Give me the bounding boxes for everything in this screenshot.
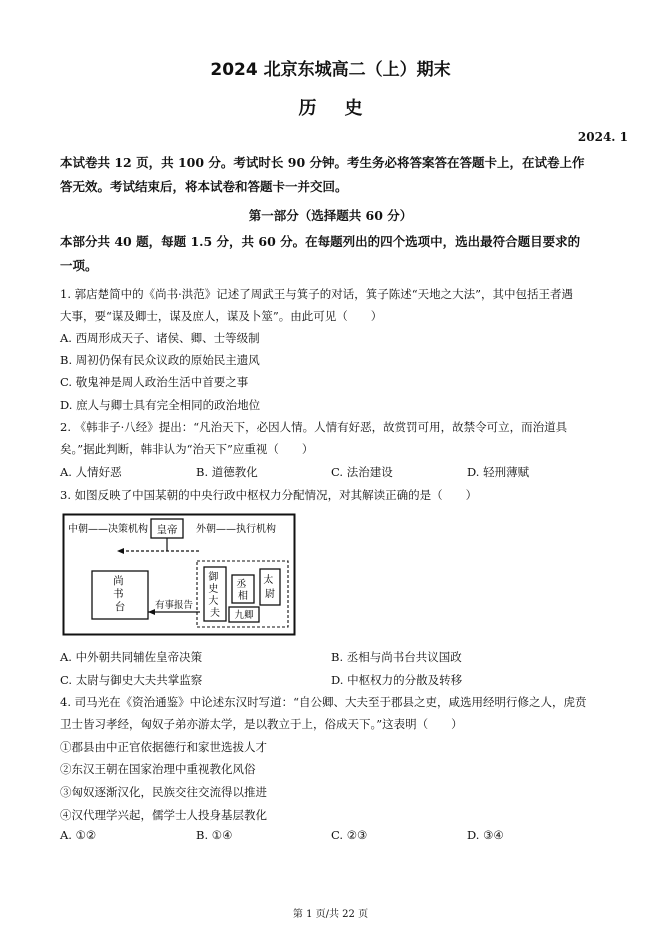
q3-option-c: C. 太尉与御史大夫共掌监察 [60,673,203,687]
yushi-char-4: 夫 [210,608,220,619]
power-structure-diagram [62,513,296,636]
q2-stem-line-1: 2. 《韩非子·八经》提出：“凡治天下，必因人情。人情有好恶，故赏罚可用，故禁令可立，而治道具 [60,420,568,434]
section-desc-line-1: 本部分共 40 题，每题 1.5 分，共 60 分。在每题列出的四个选项中，选出最符合题目要求的 [60,234,581,249]
q4-option-a: A. ①② [60,828,97,842]
taiwei-label [263,573,276,600]
page-footer: 第 1 页/共 22 页 [292,909,369,920]
shangshu-label [113,574,127,613]
chengxiang-label [236,578,249,602]
shangshu-char-1: 尚 [113,575,124,587]
instructions-line-2: 答无效。考试结束后，将本试卷和答题卡一并交回。 [60,179,348,194]
yushi-char-1: 御 [208,572,219,583]
chengxiang-char-1: 丞 [236,579,247,590]
shangshu-char-2: 书 [113,588,124,600]
instructions-line-1: 本试卷共 12 页，共 100 分。考试时长 90 分钟。考生务必将答案答在答题卡上，在试卷上作 [60,155,585,170]
q4-option-b: B. ①④ [196,828,233,842]
q4-stem-line-2: 卫士皆习孝经，匈奴子弟亦游太学，是以教立于上，俗成天下。”这表明（ ） [60,717,463,731]
outer-court-label: 外朝——执行机构 [196,524,276,535]
q3-stem: 3. 如图反映了中国某朝的中央行政中枢权力分配情况，对其解读正确的是（ ） [60,488,478,502]
shangshu-char-3: 台 [114,601,126,613]
report-label: 有事报告 [154,600,194,611]
chengxiang-char-2: 相 [238,591,248,602]
q2-option-d: D. 轻刑薄赋 [467,465,530,479]
taiwei-char-1: 太 [263,575,274,586]
emperor-label: 皇帝 [156,524,178,536]
report-arrow-head [148,609,155,615]
yushi-label [208,571,221,619]
q3-option-d: D. 中枢权力的分散及转移 [331,673,463,687]
q4-option-c: C. ②③ [331,828,368,842]
q4-option-d: D. ③④ [467,828,504,842]
yushi-char-3: 大 [208,596,219,607]
q1-option-a: A. 西周形成天子、诸侯、卿、士等级制 [60,331,260,345]
exam-title: 2024 北京东城高二（上）期末 [210,60,451,80]
q4-statement-2: ②东汉王朝在国家治理中重视教化风俗 [60,762,256,776]
q1-option-d: D. 庶人与卿士具有完全相同的政治地位 [60,398,261,412]
q4-stem-line-1: 4. 司马光在《资治通鉴》中论述东汉时写道：“自公卿、大夫至于郡县之吏，咸选用经明行修之人，虎贲 [60,695,587,709]
q3-option-b: B. 丞相与尚书台共议国政 [331,650,462,664]
yushi-char-2: 史 [208,584,219,595]
jiuqing-label: 九卿 [234,610,254,621]
q3-option-a: A. 中外朝共同辅佐皇帝决策 [60,650,203,664]
q1-option-c: C. 敬鬼神是周人政治生活中首要之事 [60,375,249,389]
arrow-head-left [117,548,124,554]
q1-option-b: B. 周初仍保有民众议政的原始民主遗风 [60,353,260,367]
exam-date: 2024. 1 [577,130,628,144]
q4-statement-1: ①郡县由中正官依据德行和家世选拔人才 [60,740,267,754]
q1-stem-line-2: 大事，要“谋及卿士，谋及庶人，谋及卜筮”。由此可见（ ） [60,309,383,323]
subject-title: 历史 [298,98,391,119]
q4-statement-3: ③匈奴逐渐汉化，民族交往交流得以推进 [60,785,267,799]
q2-option-b: B. 道德教化 [196,465,258,479]
inner-court-label: 中朝——决策机构 [68,524,148,535]
section-desc-line-2: 一项。 [60,258,98,273]
instructions [60,151,608,199]
q1-stem-line-1: 1. 郭店楚简中的《尚书·洪范》记述了周武王与箕子的对话，箕子陈述“天地之大法”，其中包括王者遇 [60,287,574,301]
q2-option-c: C. 法治建设 [331,465,393,479]
section-title: 第一部分（选择题共 60 分） [248,208,413,223]
taiwei-char-2: 尉 [265,589,275,600]
q2-option-a: A. 人情好恶 [60,465,122,479]
q2-stem-line-2: 矣。”据此判断，韩非认为“治天下”应重视（ ） [60,442,314,456]
q4-statement-4: ④汉代理学兴起，儒学士人投身基层教化 [60,808,267,822]
section-description [60,230,608,278]
